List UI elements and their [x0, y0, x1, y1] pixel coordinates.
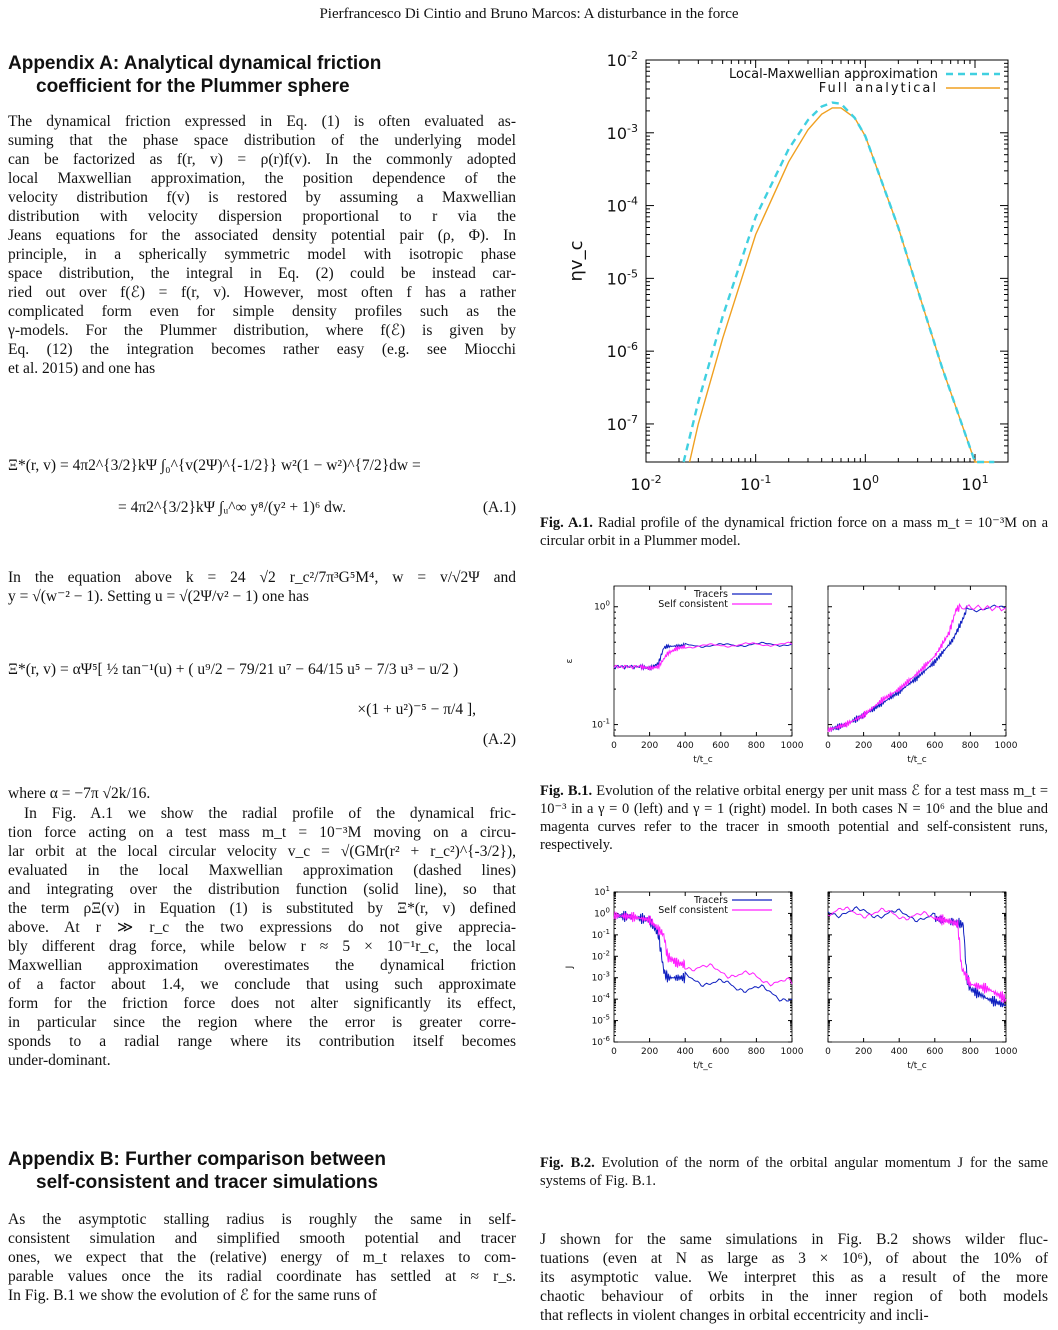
x-tick-label: 200	[641, 741, 659, 751]
appendix-a-p4-line: above. At r ≫ r_c the two expressions do not give apprecia-	[8, 919, 516, 936]
right-column-line: its asymptotic value. We interpret this as a result of the more	[540, 1269, 1048, 1286]
figure-a1-caption-label: Fig. A.1.	[540, 515, 593, 531]
figure-b2-caption	[540, 1154, 1048, 1190]
legend-label-local-maxwellian: Local-Maxwellian approximation	[729, 67, 938, 82]
appendix-b-title	[8, 1148, 508, 1194]
appendix-a-p4-line: the term ρΞ(v) in Equation (1) is substituted by Ξ*(r, v) defined	[8, 900, 516, 917]
x-tick-label: 800	[747, 741, 765, 751]
x-tick-label: 1000	[780, 741, 804, 751]
equation-a1-line1: Ξ*(r, v) = 4π2^{3/2}kΨ ∫₀^{v(2Ψ)^{-1/2}} w²(1 − w²)^{7/2}dw =	[8, 457, 421, 474]
y-tick-label: $10^0$	[594, 599, 610, 613]
equation-a1	[8, 456, 516, 526]
appendix-a-p1-line: distribution with velocity dispersion proportional to r via the	[8, 208, 516, 225]
appendix-a-p4-line: Maxwellian approximation overestimates the dynamical friction	[8, 957, 516, 974]
appendix-a-p4-line: bly different drag force, while below r ≈ 5 × 10⁻¹r_c, the local	[8, 938, 516, 955]
figure-a1-caption-text: Radial profile of the dynamical friction force on a mass m_t = 10⁻³M on a circular orbit in a Plummer model.	[540, 515, 1048, 549]
figure-b2-caption-label: Fig. B.2.	[540, 1155, 595, 1171]
tracers-line	[828, 605, 1006, 730]
appendix-a-p4-line: lar orbit at the local circular velocity v_c = √(GMr(r² + r_c²)^{-3/2}),	[8, 843, 516, 860]
x-tick-label: 400	[890, 1047, 908, 1057]
equation-a2-line1: Ξ*(r, v) = αΨ⁵[ ½ tan⁻¹(u) + ( u⁹/2 − 79/21 u⁷ − 64/15 u⁵ − 7/3 u³ − u/2 )	[8, 661, 459, 678]
self-consistent-line	[828, 604, 1006, 732]
appendix-a-p4-line: evaluated in the local Maxwellian approximation (dashed lines)	[8, 862, 516, 879]
appendix-a-p1-line: et al. 2015) and one has	[8, 360, 156, 377]
right-column-paragraph	[540, 1230, 1048, 1325]
x-tick-label: 200	[641, 1047, 659, 1057]
appendix-a-p1-line: velocity distribution f(v) is restored by assuming a Maxwellian	[8, 189, 516, 206]
legend-label-self-consistent: Self consistent	[658, 905, 728, 916]
appendix-b-p1-line: In Fig. B.1 we show the evolution of ℰ for the same runs of	[8, 1287, 377, 1304]
tracers-line	[828, 907, 1006, 1007]
appendix-a-paragraph-4	[8, 804, 516, 1070]
appendix-a-p4-line: in particular since the region where the error is greater corre-	[8, 1014, 516, 1031]
appendix-a-title	[8, 52, 508, 98]
appendix-a-p1-line: local Maxwellian approximation, the position dependence of the	[8, 170, 516, 187]
x-tick-label: 0	[825, 1047, 831, 1057]
legend-label-self-consistent: Self consistent	[658, 599, 728, 610]
appendix-a-p2-line: y = √(w⁻² − 1). Setting u = √(2Ψ/v² − 1) one has	[8, 588, 309, 605]
x-tick-label: 1000	[780, 1047, 804, 1057]
y-tick-label: $10^{-5}$	[591, 1013, 610, 1027]
x-tick-label: 400	[676, 1047, 694, 1057]
appendix-b-p1-line: consistent simulation and simplified smooth potential and tracer	[8, 1230, 516, 1247]
y-tick-label: $10^{-2}$	[606, 49, 638, 70]
x-tick-label: 600	[926, 1047, 944, 1057]
appendix-a-p4-line: and integrating over the distribution function (solid line), so that	[8, 881, 516, 898]
equation-a1-number: (A.1)	[482, 499, 516, 516]
y-tick-label: $10^{-7}$	[606, 412, 638, 434]
appendix-a-p1-line: suming that the phase space distribution of the underlying model	[8, 132, 516, 149]
x-axis-label: t/t_c	[907, 1061, 927, 1071]
appendix-a-p4-line: of a factor about 1.4, we conclude that using such approximate	[8, 976, 516, 993]
x-tick-label: 800	[747, 1047, 765, 1057]
y-axis-label: ηv_c	[566, 240, 587, 282]
x-tick-label: $10^0$	[851, 473, 880, 494]
appendix-a-paragraph-3: where α = −7π √2k/16.	[8, 785, 151, 802]
x-tick-label: 1000	[994, 1047, 1018, 1057]
appendix-a-p1-line: The dynamical friction expressed in Eq. (1) is often evaluated as-	[8, 113, 516, 130]
y-tick-label: $10^{-1}$	[591, 717, 610, 731]
x-tick-label: 600	[712, 741, 730, 751]
self-consistent-line	[614, 912, 792, 986]
appendix-b-paragraph-1	[8, 1210, 516, 1305]
panel-frame	[828, 892, 1006, 1042]
equation-a2-line2: ×(1 + u²)⁻⁵ − π/4 ],	[357, 701, 476, 718]
appendix-a-title-line2: coefficient for the Plummer sphere	[36, 76, 350, 97]
y-tick-label: $10^{-3}$	[606, 121, 638, 143]
y-tick-label: $10^{-2}$	[591, 949, 610, 963]
panel-frame	[828, 586, 1006, 736]
equation-a2	[8, 660, 516, 760]
full-analytical-line	[690, 108, 995, 462]
figure-b2	[560, 884, 1030, 1074]
y-tick-label: $10^{-4}$	[606, 194, 638, 216]
x-tick-label: $10^{-2}$	[630, 473, 662, 494]
appendix-a-p2-line: In the equation above k = 24 √2 r_c²/7π³G⁵M⁴, w = v/√2Ψ and	[8, 569, 516, 586]
local-maxwellian-line	[684, 103, 995, 462]
y-tick-label: $10^{-1}$	[591, 927, 610, 941]
figure-b1-caption-label: Fig. B.1.	[540, 783, 593, 799]
x-axis-label: t/t_c	[907, 755, 927, 765]
appendix-a-p1-line: ried out over f(ℰ) = f(r, v). However, most often f has a rather	[8, 284, 516, 301]
right-column-line: that reflects in violent changes in orbital eccentricity and incli-	[540, 1307, 929, 1324]
y-axis-label: ε	[565, 658, 575, 664]
figure-a1	[540, 44, 1050, 504]
appendix-a-p1-line: principle, in a spherically symmetric model with isotropic phase	[8, 246, 516, 263]
appendix-a-paragraph-2	[8, 568, 516, 606]
x-tick-label: 0	[611, 1047, 617, 1057]
y-tick-label: $10^{-6}$	[591, 1035, 610, 1048]
appendix-a-p4-line: form for the friction force does not alter significantly its effect,	[8, 995, 516, 1012]
appendix-a-p4-line: sponds to a radial range where its contribution itself becomes	[8, 1033, 516, 1050]
y-axis-label: J	[565, 965, 575, 969]
figure-b1-caption	[540, 782, 1048, 854]
appendix-b-p1-line: ones, we expect that the (relative) energy of m_t relaxes to com-	[8, 1249, 516, 1266]
x-tick-label: 600	[926, 741, 944, 751]
appendix-a-p1-line: can be factorized as f(r, v) = ρ(r)f(v). In the commonly adopted	[8, 151, 516, 168]
x-axis-label: t/t_c	[693, 755, 713, 765]
figure-b2-caption-text: Evolution of the norm of the orbital angular momentum J for the same systems of Fig. B.1.	[540, 1155, 1049, 1189]
x-tick-label: 400	[890, 741, 908, 751]
x-tick-label: 0	[611, 741, 617, 751]
x-tick-label: 200	[855, 1047, 873, 1057]
x-tick-label: 400	[676, 741, 694, 751]
legend-label-tracers: Tracers	[693, 895, 728, 906]
running-header: Pierfrancesco Di Cintio and Bruno Marcos: A disturbance in the force	[319, 6, 739, 22]
y-tick-label: $10^0$	[594, 906, 610, 920]
figure-b1-caption-text: Evolution of the relative orbital energy per unit mass ℰ for a test mass m_t = 10⁻³ in a γ = 0 (left) and γ = 1 (right) model. In both cases N = 10⁶ and the blue and magenta curves refer to the tracer in smooth potential and self-consistent runs, respectively.	[540, 783, 1049, 853]
tracers-line	[614, 911, 792, 1001]
appendix-a-p1-line: γ-models. For the Plummer distribution, where f(ℰ) is given by	[8, 322, 516, 339]
appendix-a-p4-line: In Fig. A.1 we show the radial profile of the dynamical fric-	[24, 805, 516, 822]
appendix-a-p1-line: Jeans equations for the associated density potential pair (ρ, Φ). In	[8, 227, 516, 244]
appendix-b-title-line2: self-consistent and tracer simulations	[36, 1172, 379, 1193]
equation-a1-line2: = 4π2^{3/2}kΨ ∫ᵤ^∞ y⁸/(y² + 1)⁶ dw.	[118, 499, 346, 516]
appendix-b-title-line1: Appendix B: Further comparison between	[8, 1149, 386, 1170]
appendix-a-p1-line: space distribution, the integral in Eq. (2) could be instead car-	[8, 265, 516, 282]
figure-b1	[560, 578, 1030, 768]
y-tick-label: $10^{-3}$	[591, 970, 610, 984]
y-tick-label: $10^{-6}$	[606, 340, 638, 362]
appendix-a-paragraph-1	[8, 112, 516, 378]
figure-a1-caption	[540, 514, 1048, 550]
x-tick-label: 800	[961, 741, 979, 751]
x-tick-label: $10^{-1}$	[739, 473, 772, 494]
appendix-a-p4-line: tion force acting on a test mass m_t = 10⁻³M moving on a circu-	[8, 824, 516, 841]
x-tick-label: 600	[712, 1047, 730, 1057]
x-tick-label: $10^1$	[961, 473, 989, 494]
self-consistent-line	[614, 642, 792, 670]
y-tick-label: $10^1$	[594, 885, 610, 898]
x-tick-label: 800	[961, 1047, 979, 1057]
appendix-b-p1-line: parable values once the its radial coordinate has settled at ≈ r_s.	[8, 1268, 516, 1285]
y-tick-label: $10^{-5}$	[606, 267, 638, 289]
right-column-line: tuations (even at N as large as 3 × 10⁶), of about the 10% of	[540, 1250, 1048, 1267]
equation-a2-number: (A.2)	[482, 731, 516, 748]
legend-label-full-analytical: Full analytical	[818, 81, 938, 96]
right-column-line: J shown for the same simulations in Fig. B.2 shows wilder fluc-	[540, 1231, 1048, 1248]
x-tick-label: 0	[825, 741, 831, 751]
x-tick-label: 200	[855, 741, 873, 751]
appendix-a-p1-line: Eq. (12) the integration becomes rather easy (e.g. see Miocchi	[8, 341, 516, 358]
appendix-a-title-line1: Appendix A: Analytical dynamical friction	[8, 53, 382, 74]
appendix-a-p4-line: under-dominant.	[8, 1052, 111, 1069]
right-column-line: chaotic behaviour of orbits in the inner region of both models	[540, 1288, 1048, 1305]
x-tick-label: 1000	[994, 741, 1018, 751]
y-tick-label: $10^{-4}$	[591, 992, 610, 1006]
appendix-b-p1-line: As the asymptotic stalling radius is roughly the same in self-	[8, 1211, 516, 1228]
x-axis-label: t/t_c	[693, 1061, 713, 1071]
appendix-a-p1-line: complicated form even for simple density profiles such as the	[8, 303, 516, 320]
legend-label-tracers: Tracers	[693, 589, 728, 600]
